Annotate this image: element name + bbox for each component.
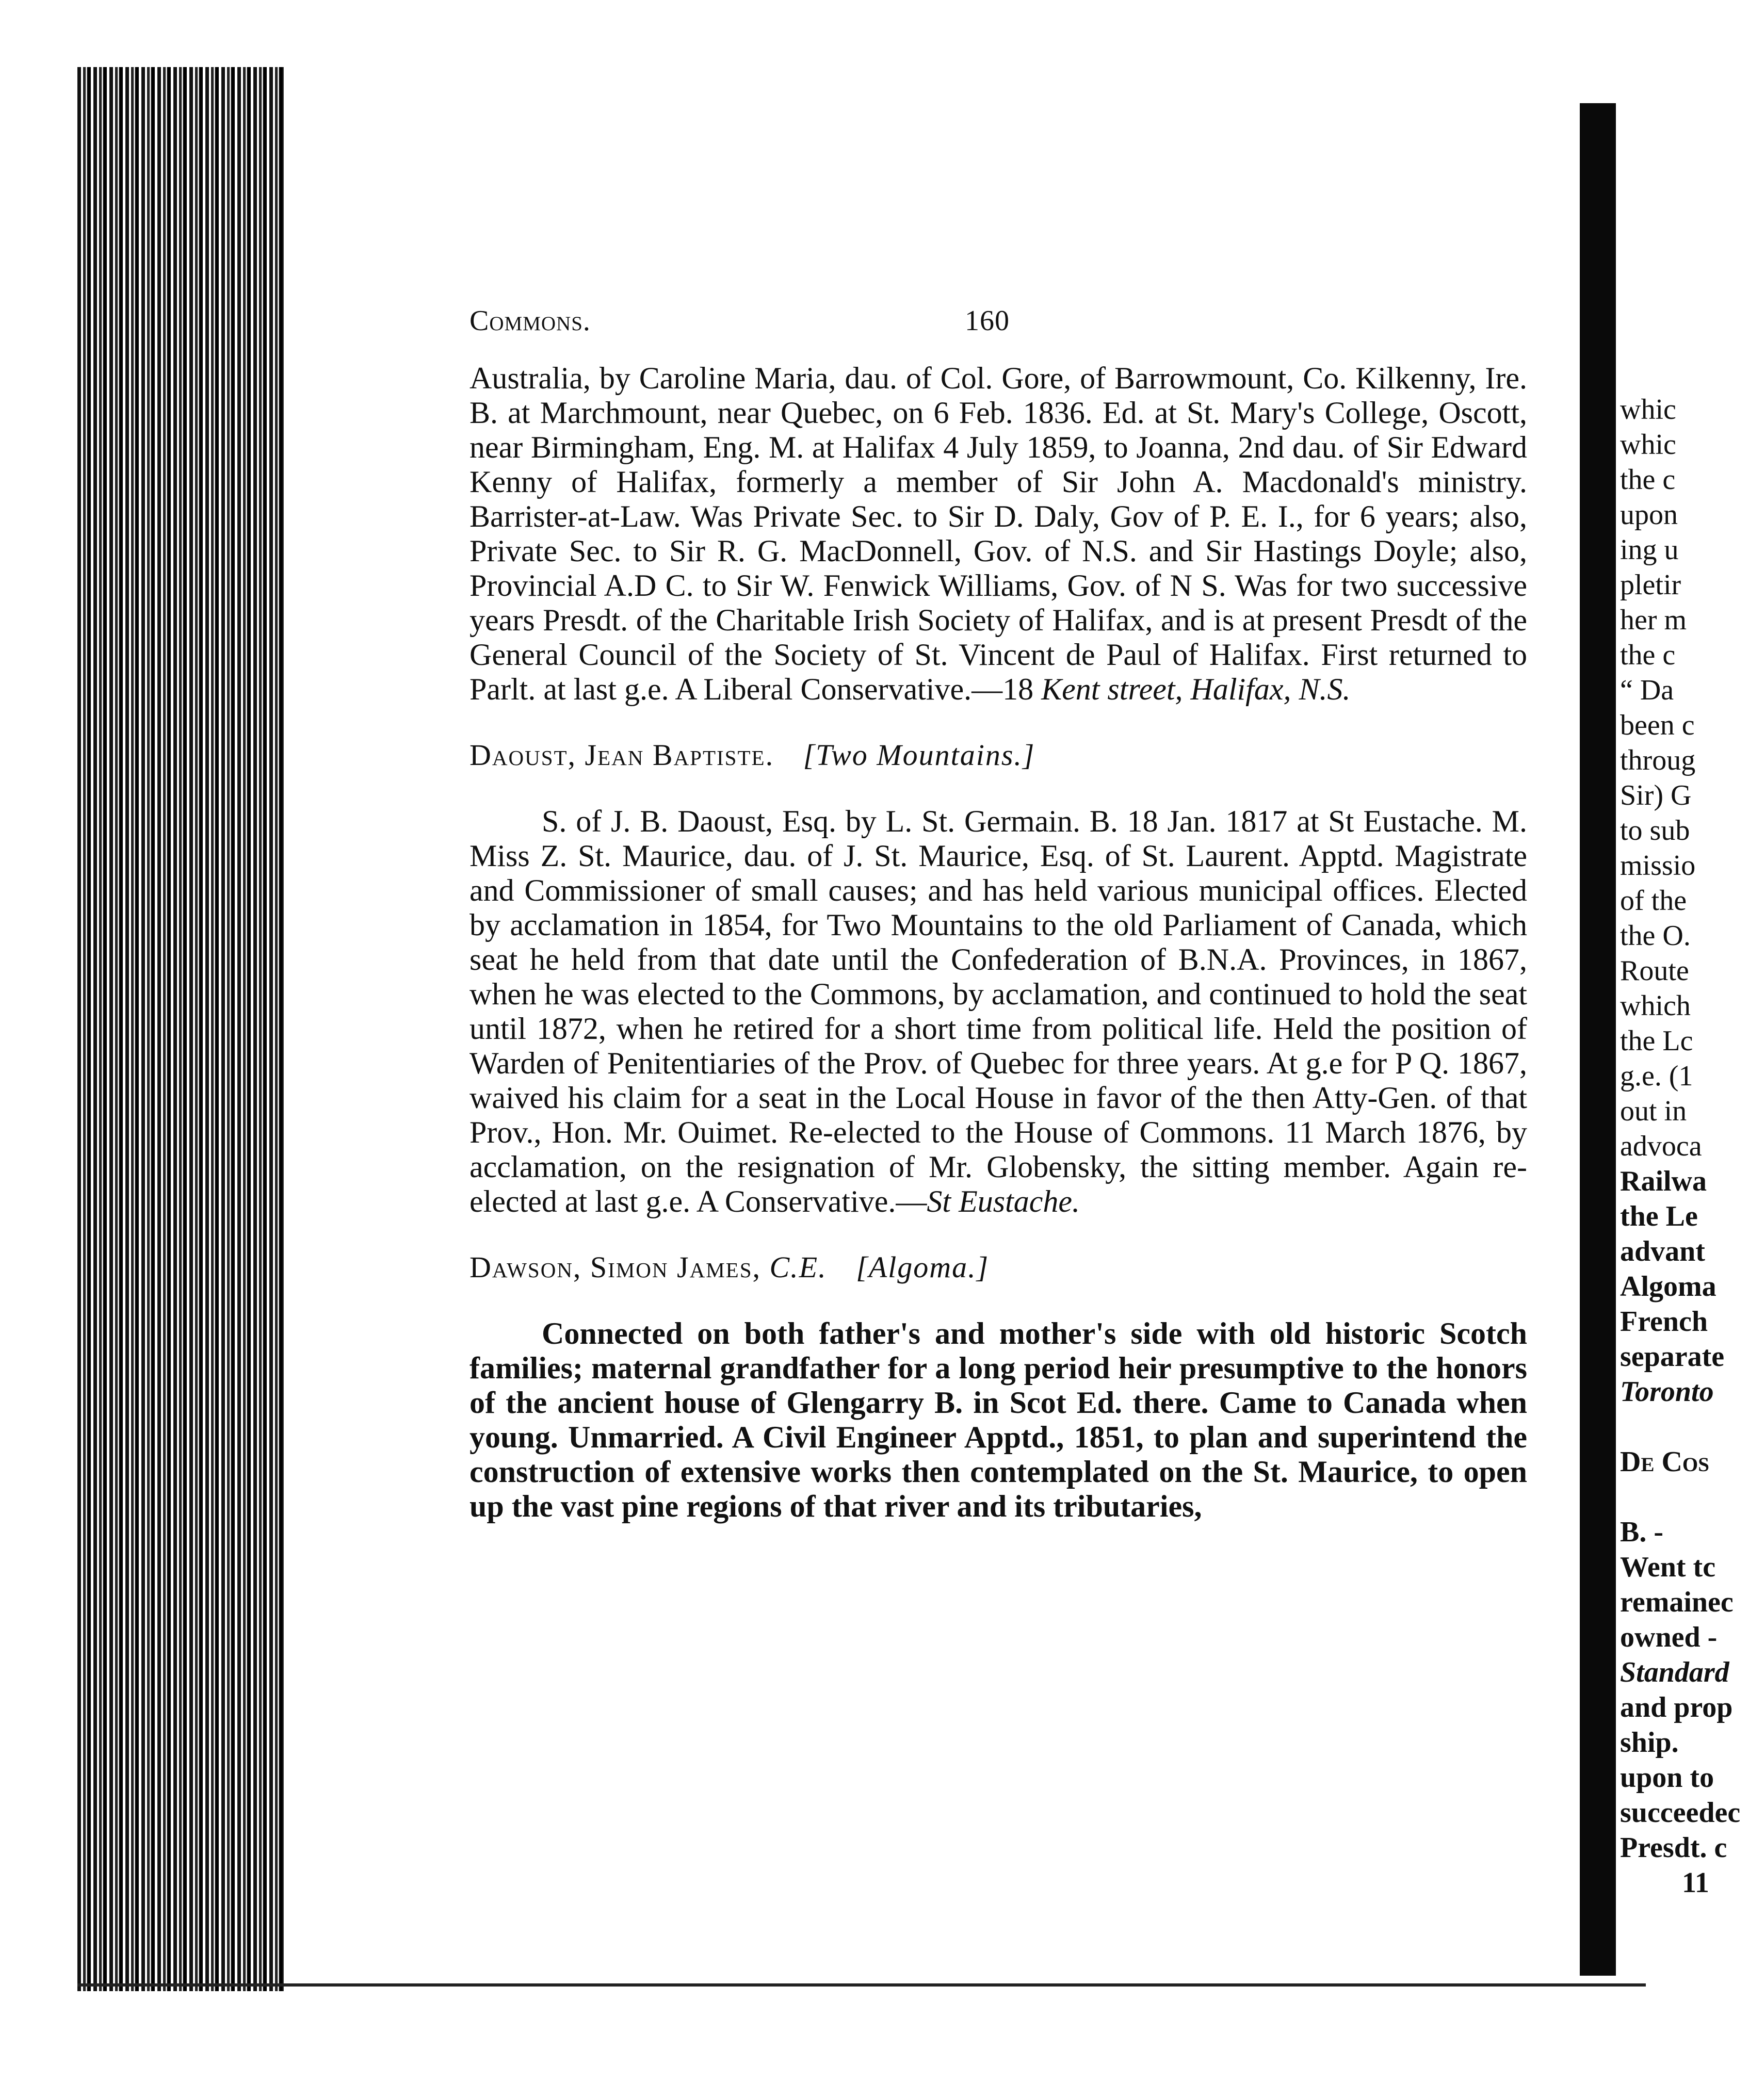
entry-constituency: [Algoma.] <box>856 1250 990 1284</box>
fragment-line: the Le <box>1620 1200 1698 1232</box>
entry-heading-daoust <box>469 738 1527 772</box>
page-number: 160 <box>965 305 1010 337</box>
entry-body-dawson: Connected on both father's and mother's side with old historic Scotch families; maternal grandfather for a long period heir presumptive to the honors of the ancient house of Glengarry B. in Scot Ed. there. Came to Canada when young. Unmarried. A Civil Engineer Apptd., 1851, to plan and superintend the construction of extensive works then contemplated on the St. Maurice, to open up the vast pine regions of that river and its tributaries, <box>469 1316 1527 1523</box>
fragment-line: ship. <box>1620 1727 1679 1759</box>
entry-name: Dawson, Simon James, <box>469 1250 761 1284</box>
book-page-edges <box>77 67 284 1991</box>
fragment-line: the c <box>1620 639 1676 671</box>
fragment-line: out in <box>1620 1095 1687 1127</box>
entry-constituency: [Two Mountains.] <box>803 738 1035 772</box>
fragment-line: Standard <box>1620 1656 1729 1688</box>
entry-body-daoust <box>469 804 1527 1219</box>
fragment-line: B. - <box>1620 1516 1663 1548</box>
fragment-line: remainec <box>1620 1586 1734 1618</box>
fragment-line: to sub <box>1620 815 1690 846</box>
continuation-paragraph <box>469 361 1527 707</box>
fragment-line: separate <box>1620 1341 1725 1373</box>
fragment-line: g.e. (1 <box>1620 1060 1693 1092</box>
continuation-address: Kent street, Halifax, N.S. <box>1041 672 1351 706</box>
entry-heading-dawson <box>469 1250 1527 1284</box>
fragment-line: upon <box>1620 499 1678 531</box>
fragment-line: the Lc <box>1620 1025 1693 1057</box>
fragment-line: her m <box>1620 604 1687 636</box>
fragment-line: Went tc <box>1620 1551 1716 1583</box>
entry-text: S. of J. B. Daoust, Esq. by L. St. Germain. B. 18 Jan. 1817 at St Eustache. M. Miss Z. St. Maurice, dau. of J. St. Maurice, Esq. of St. Laurent. Apptd. Magistrate and Commissioner of small causes; and has held various municipal offices. Elected by acclamation in 1854, for Two Mountains to the old Parliament of Canada, which seat he held from that date until the Confederation of B.N.A. Provinces, in 1867, when he was elected to the Commons, by acclamation, and continued to hold the seat until 1872, when he retired for a short time from political life. Held the position of Warden of Penitentiaries of the Prov. of Quebec for three years. At g.e for P Q. 1867, waived his claim for a seat in the Local House in favor of the then Atty-Gen. of that Prov., Hon. Mr. Ouimet. Re-elected to the House of Commons. 11 March 1876, by acclamation, on the resignation of Mr. Globensky, the sitting member. Again re-elected at last g.e. A Conservative.— <box>469 804 1527 1218</box>
fragment-line: throug <box>1620 744 1696 776</box>
fragment-line: Sir) G <box>1620 779 1692 811</box>
fragment-page-number: 11 <box>1682 1867 1709 1899</box>
fragment-line: ing u <box>1620 534 1679 566</box>
fragment-line: which <box>1620 990 1691 1022</box>
entry-address: St Eustache. <box>927 1184 1080 1218</box>
page-header <box>469 299 1527 361</box>
next-page-fragment <box>1620 392 1744 1900</box>
fragment-line: “ Da <box>1620 674 1674 706</box>
continuation-text: Australia, by Caroline Maria, dau. of Col. Gore, of Barrowmount, Co. Kilkenny, Ire. B. at Marchmount, near Quebec, on 6 Feb. 1836. Ed. at St. Mary's College, Oscott, near Birmingham, Eng. M. at Halifax 4 July 1859, to Joanna, 2nd dau. of Sir Edward Kenny of Halifax, formerly a member of Sir John A. Macdonald's ministry. Barrister-at-Law. Was Private Sec. to Sir D. Daly, Gov of P. E. I., for 6 years; also, Private Sec. to Sir R. G. MacDonnell, Gov. of N.S. and Sir Hastings Doyle; also, Provincial A.D C. to Sir W. Fenwick Williams, Gov. of N S. Was for two successive years Presdt. of the Charitable Irish Society of Halifax, and is at present Presdt of the General Council of the Society of St. Vincent de Paul of Halifax. First returned to Parlt. at last g.e. A Liberal Conservative.—18 <box>469 361 1527 706</box>
fragment-line: of the <box>1620 885 1687 917</box>
fragment-line: whic <box>1620 394 1676 426</box>
fragment-line: pletir <box>1620 569 1681 601</box>
fragment-line: French <box>1620 1306 1708 1338</box>
fragment-line: Route <box>1620 955 1689 987</box>
fragment-line: Toronto <box>1620 1376 1714 1408</box>
entry-title: C.E. <box>769 1250 827 1284</box>
fragment-line: and prop <box>1620 1691 1733 1723</box>
fragment-line: the c <box>1620 464 1676 496</box>
fragment-line: missio <box>1620 850 1696 882</box>
fragment-line: been c <box>1620 709 1695 741</box>
running-title: Commons. <box>469 305 591 337</box>
fragment-line: advoca <box>1620 1130 1702 1162</box>
fragment-line: succeedec <box>1620 1797 1741 1829</box>
fragment-line: upon to <box>1620 1762 1714 1794</box>
fragment-line: Presdt. c <box>1620 1832 1727 1864</box>
fragment-line: whic <box>1620 429 1676 461</box>
binding-strip <box>1580 103 1616 1976</box>
fragment-line: advant <box>1620 1235 1705 1267</box>
page-bottom-edge <box>77 1983 1646 1987</box>
fragment-line: the O. <box>1620 920 1691 952</box>
fragment-line: owned - <box>1620 1621 1718 1653</box>
document-page <box>469 299 1527 1924</box>
fragment-heading: De Cos <box>1620 1446 1709 1478</box>
entry-name: Daoust, Jean Baptiste. <box>469 738 774 772</box>
fragment-line: Railwa <box>1620 1165 1707 1197</box>
fragment-line: Algoma <box>1620 1271 1716 1303</box>
